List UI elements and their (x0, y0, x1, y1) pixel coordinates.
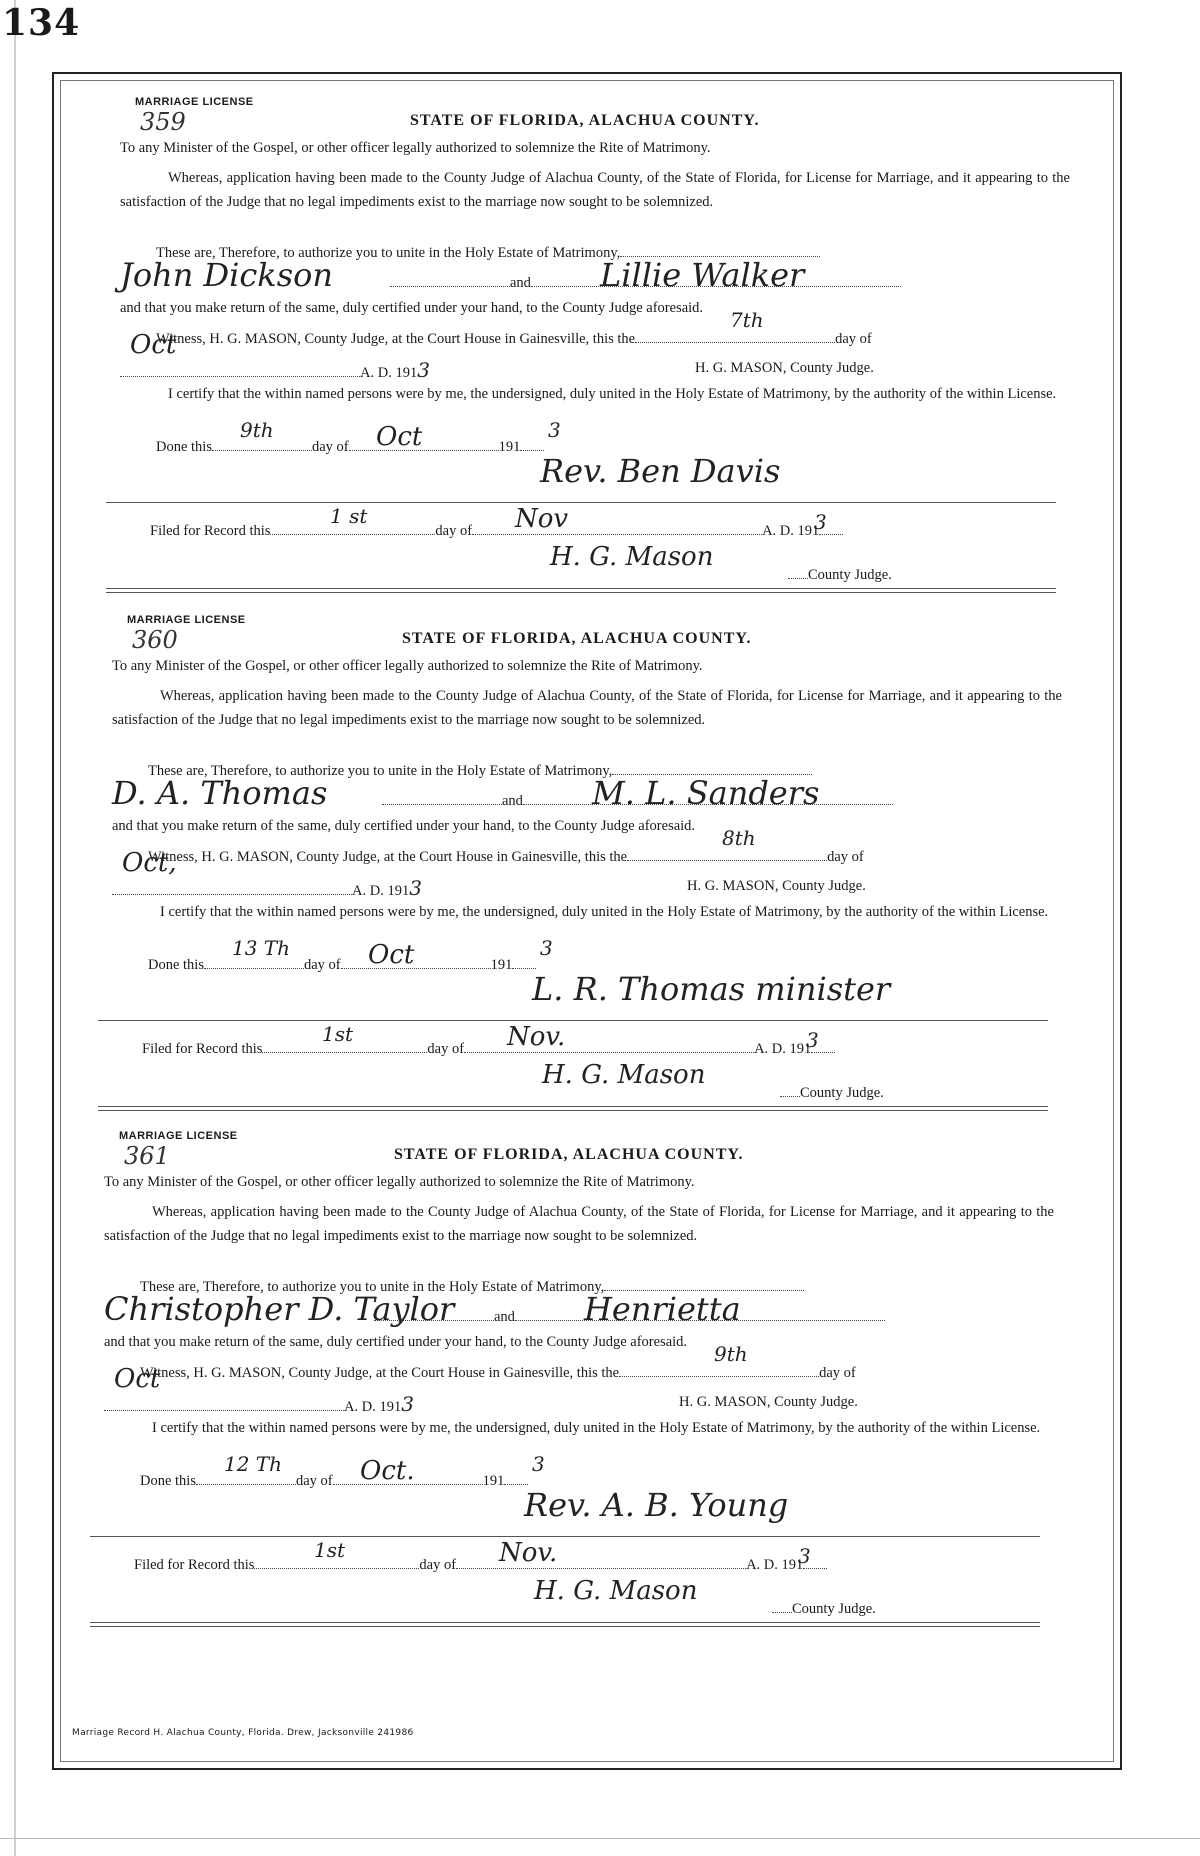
divider (90, 1536, 1040, 1537)
witness-month: Oct, (122, 848, 177, 878)
witness-year-line: A. D. 1913 (120, 358, 430, 382)
state-title: STATE OF FLORIDA, ALACHUA COUNTY. (394, 1146, 744, 1163)
done-line: Done this day of 191 (140, 1470, 528, 1490)
filed-line: Filed for Record this day of A. D. 191 (150, 520, 843, 540)
names-line: and (390, 272, 901, 292)
witness-text: Witness, H. G. MASON, County Judge, at the Court House in Gainesville, this the day of (148, 846, 864, 866)
whereas-text: Whereas, application having been made to the County Judge of Alachua County, of the State of Florida, for License for Marriage, and it appearing to the satisfaction of the Judge that no legal impediments exist to the marriage now sought to be solemnized. (112, 688, 1062, 728)
clerk-signature: H. G. Mason (542, 1060, 706, 1090)
divider (106, 502, 1056, 503)
page-edge-rule (14, 0, 16, 1856)
groom-name: D. A. Thomas (112, 774, 328, 812)
filed-line: Filed for Record this day of A. D. 191 (142, 1038, 835, 1058)
filed-day: 1st (322, 1022, 354, 1046)
page-number: 134 (2, 2, 81, 44)
done-line: Done this day of 191 (156, 436, 544, 456)
license-number: 361 (124, 1142, 170, 1170)
done-day: 12 Th (224, 1452, 283, 1476)
judge-signature: H. G. MASON, County Judge. (695, 360, 874, 376)
done-day: 9th (240, 418, 274, 442)
witness-text: Witness, H. G. MASON, County Judge, at the Court House in Gainesville, this the day of (140, 1362, 856, 1382)
witness-year-line: A. D. 1913 (104, 1392, 414, 1416)
license-label: MARRIAGE LICENSE (127, 614, 246, 626)
names-line: and (382, 790, 893, 810)
filed-line: Filed for Record this day of A. D. 191 (134, 1554, 827, 1574)
certify-text: I certify that the within named persons were by me, the undersigned, duly united in the Holy Estate of Matrimony, by the authority of the within License. (168, 386, 1057, 402)
license-number: 360 (132, 626, 178, 654)
to-minister-text: To any Minister of the Gospel, or other officer legally authorized to solemnize the Rite of Matrimony. (112, 658, 703, 674)
filed-month: Nov. (499, 1538, 558, 1568)
state-title: STATE OF FLORIDA, ALACHUA COUNTY. (410, 112, 760, 129)
done-month: Oct (368, 940, 415, 970)
state-title: STATE OF FLORIDA, ALACHUA COUNTY. (402, 630, 752, 647)
filed-year: 3 (798, 1544, 811, 1568)
county-judge-label: County Judge. (788, 564, 892, 584)
done-month: Oct. (360, 1456, 415, 1486)
license-label: MARRIAGE LICENSE (135, 96, 254, 108)
witness-day: 8th (722, 826, 756, 850)
filed-month: Nov. (507, 1022, 566, 1052)
section-divider (90, 1622, 1040, 1627)
officiant-signature: L. R. Thomas minister (532, 970, 891, 1008)
whereas-text: Whereas, application having been made to the County Judge of Alachua County, of the State of Florida, for License for Marriage, and it appearing to the satisfaction of the Judge that no legal impediments exist to the marriage now sought to be solemnized. (104, 1204, 1054, 1244)
filed-year: 3 (806, 1028, 819, 1052)
return-text: and that you make return of the same, duly certified under your hand, to the County Judge aforesaid. (120, 300, 704, 316)
filed-year: 3 (814, 510, 827, 534)
return-text: and that you make return of the same, duly certified under your hand, to the County Judge aforesaid. (104, 1334, 688, 1350)
certify-text: I certify that the within named persons were by me, the undersigned, duly united in the Holy Estate of Matrimony, by the authority of the within License. (152, 1420, 1041, 1436)
county-judge-label: County Judge. (780, 1082, 884, 1102)
done-year: 3 (548, 418, 561, 442)
groom-name: John Dickson (120, 256, 333, 294)
witness-month: Oct (130, 330, 177, 360)
page-bottom-rule (0, 1838, 1200, 1839)
witness-year-line: A. D. 1913 (112, 876, 422, 900)
names-line: and (374, 1306, 885, 1326)
done-day: 13 Th (232, 936, 291, 960)
divider (98, 1020, 1048, 1021)
done-month: Oct (376, 422, 423, 452)
officiant-signature: Rev. Ben Davis (540, 452, 781, 490)
authorize-text: These are, Therefore, to authorize you to unite in the Holy Estate of Matrimony, (156, 242, 820, 262)
bride-name: Lillie Walker (600, 256, 805, 294)
witness-month: Oct (114, 1364, 161, 1394)
filed-day: 1 st (330, 504, 368, 528)
authorize-text: These are, Therefore, to authorize you to unite in the Holy Estate of Matrimony, (140, 1276, 804, 1296)
license-number: 359 (140, 108, 186, 136)
certify-text: I certify that the within named persons were by me, the undersigned, duly united in the Holy Estate of Matrimony, by the authority of the within License. (160, 904, 1049, 920)
bride-name: M. L. Sanders (592, 774, 820, 812)
bride-name: Henrietta (584, 1290, 741, 1328)
clerk-signature: H. G. Mason (550, 542, 714, 572)
return-text: and that you make return of the same, duly certified under your hand, to the County Judge aforesaid. (112, 818, 696, 834)
filed-day: 1st (314, 1538, 346, 1562)
footer-imprint: Marriage Record H. Alachua County, Florida. Drew, Jacksonville 241986 (72, 1728, 414, 1738)
judge-signature: H. G. MASON, County Judge. (687, 878, 866, 894)
filed-month: Nov (515, 504, 569, 534)
witness-day: 7th (730, 308, 764, 332)
county-judge-label: County Judge. (772, 1598, 876, 1618)
witness-day: 9th (714, 1342, 748, 1366)
done-line: Done this day of 191 (148, 954, 536, 974)
judge-signature: H. G. MASON, County Judge. (679, 1394, 858, 1410)
done-year: 3 (532, 1452, 545, 1476)
done-year: 3 (540, 936, 553, 960)
to-minister-text: To any Minister of the Gospel, or other officer legally authorized to solemnize the Rite of Matrimony. (120, 140, 711, 156)
clerk-signature: H. G. Mason (534, 1576, 698, 1606)
section-divider (98, 1106, 1048, 1111)
groom-name: Christopher D. Taylor (104, 1290, 455, 1328)
witness-text: Witness, H. G. MASON, County Judge, at the Court House in Gainesville, this the day of (156, 328, 872, 348)
whereas-text: Whereas, application having been made to the County Judge of Alachua County, of the State of Florida, for License for Marriage, and it appearing to the satisfaction of the Judge that no legal impediments exist to the marriage now sought to be solemnized. (120, 170, 1070, 210)
to-minister-text: To any Minister of the Gospel, or other officer legally authorized to solemnize the Rite of Matrimony. (104, 1174, 695, 1190)
license-label: MARRIAGE LICENSE (119, 1130, 238, 1142)
section-divider (106, 588, 1056, 593)
officiant-signature: Rev. A. B. Young (524, 1486, 789, 1524)
authorize-text: These are, Therefore, to authorize you to unite in the Holy Estate of Matrimony, (148, 760, 812, 780)
